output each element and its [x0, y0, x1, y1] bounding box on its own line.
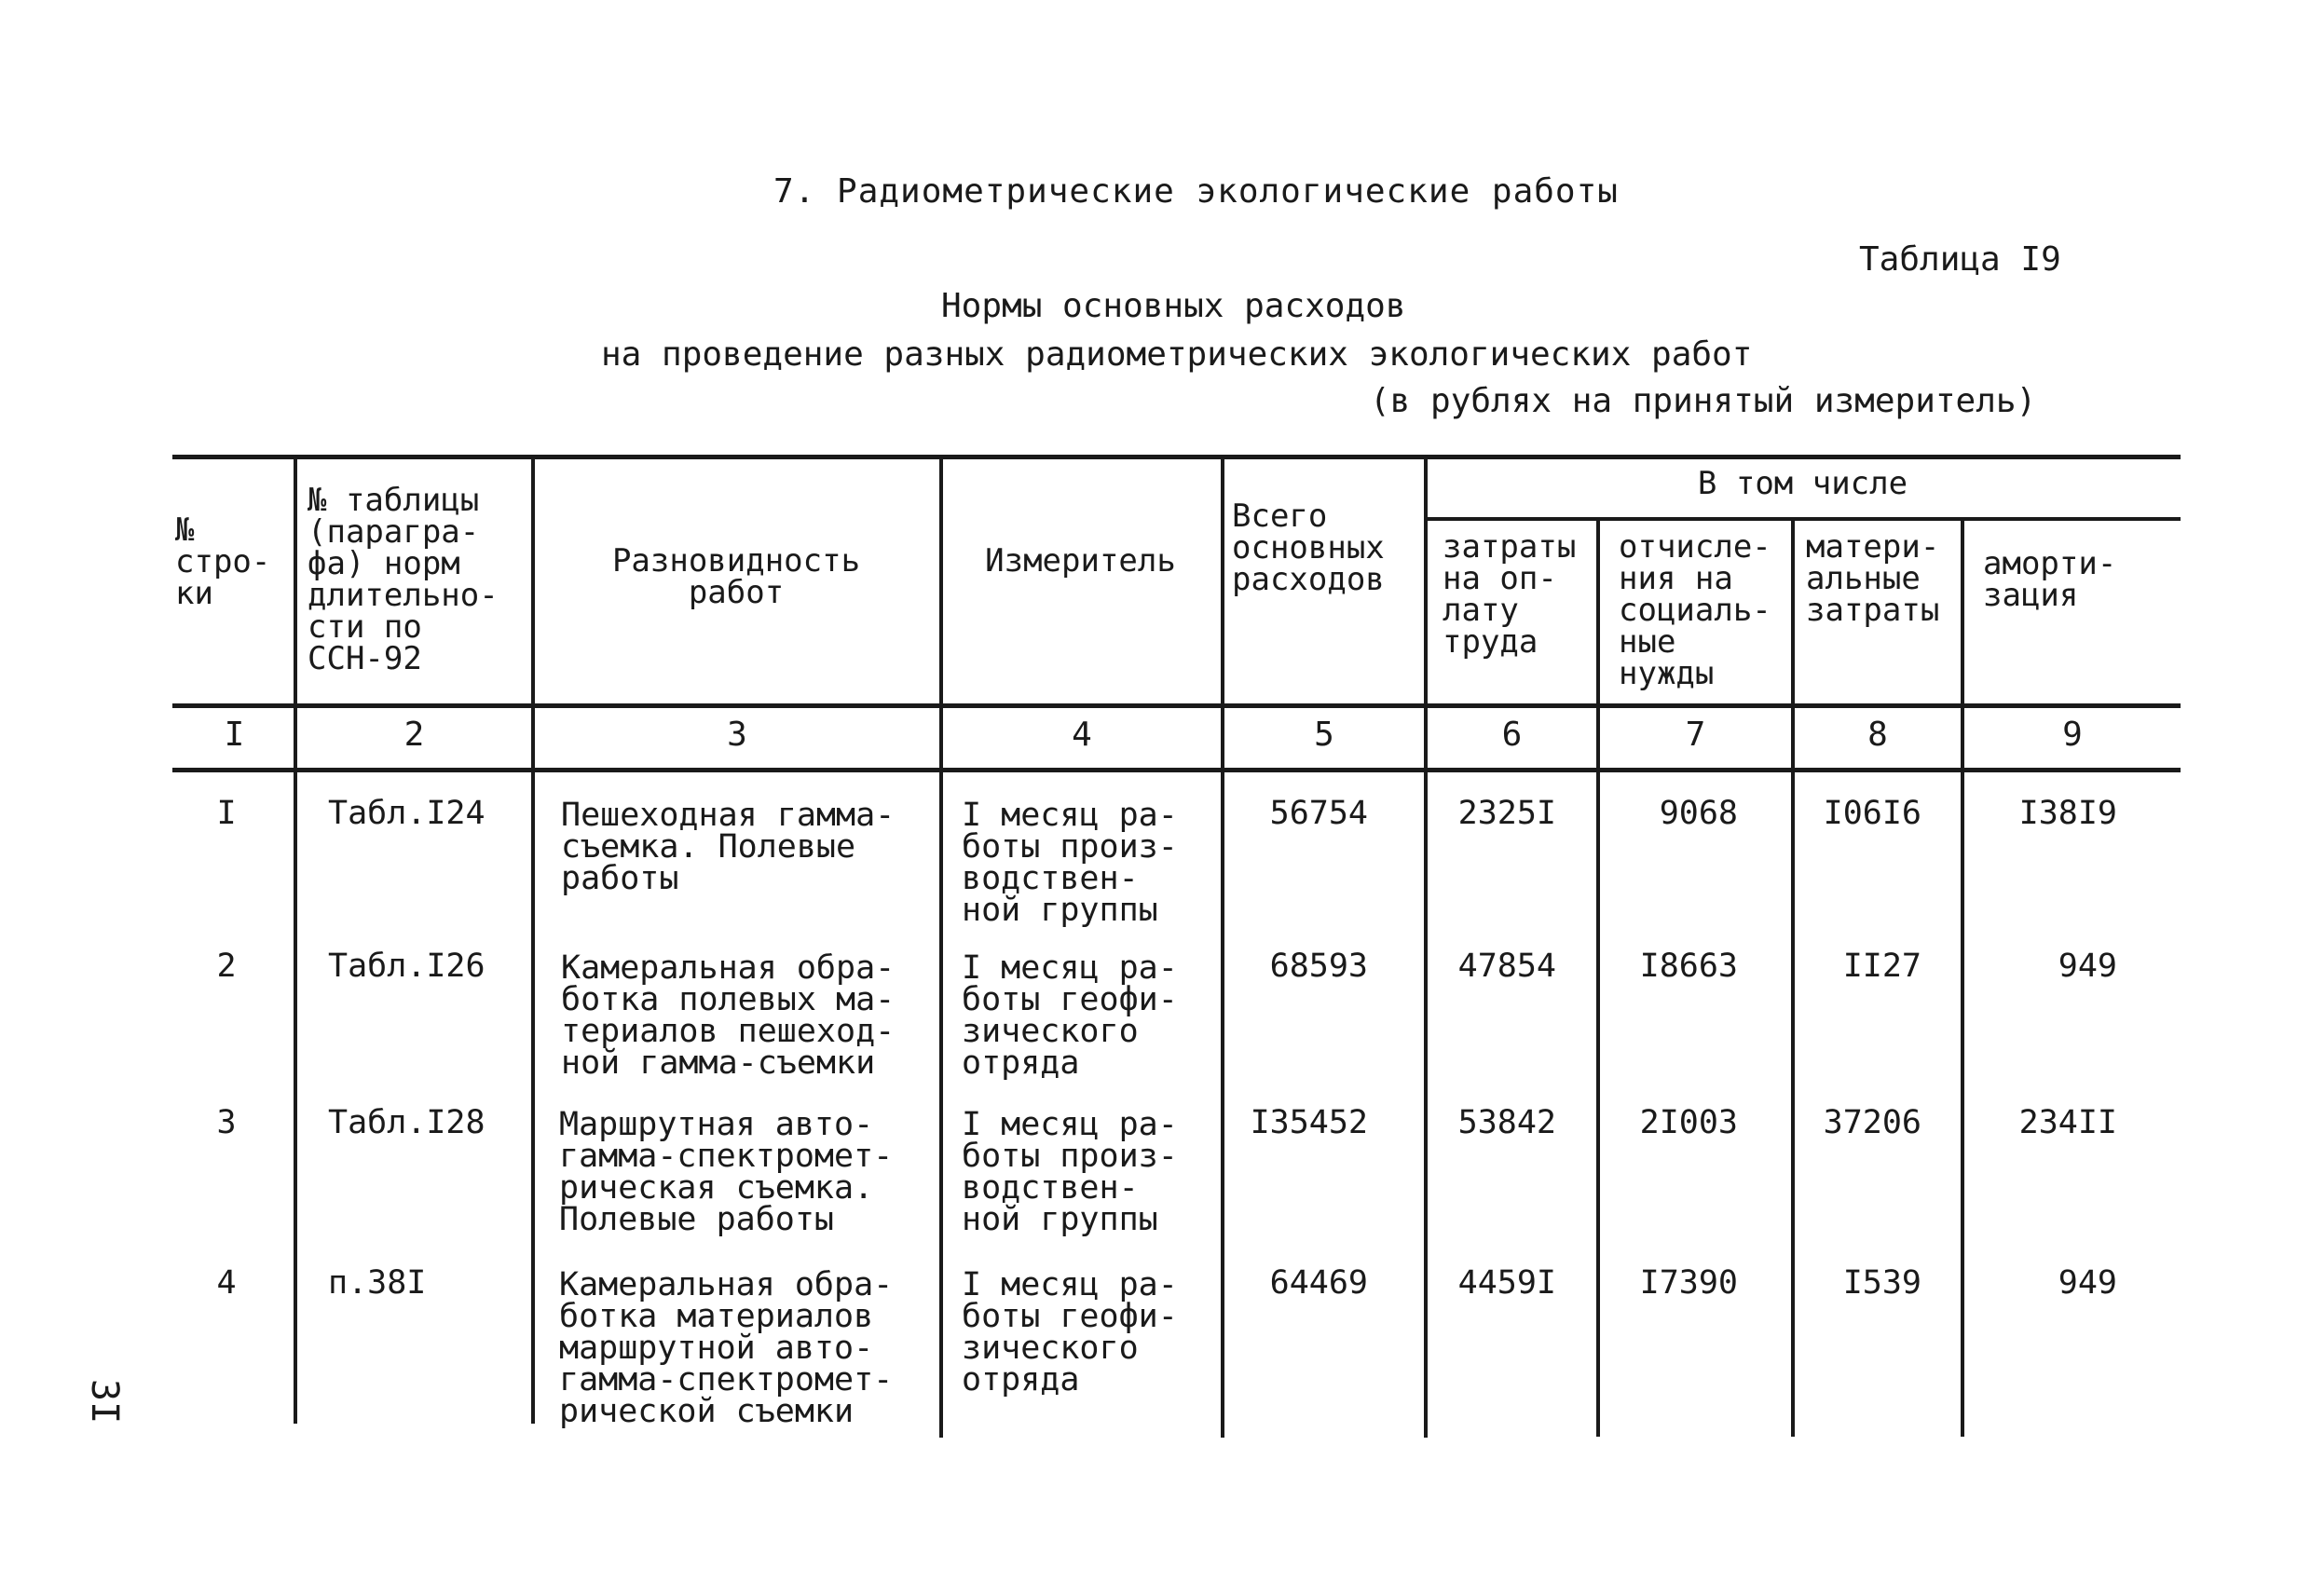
- page-number: 3I: [83, 1379, 126, 1425]
- table-units-note: (в рублях на принятый измеритель): [1370, 382, 2037, 420]
- column-number: 3: [727, 716, 747, 754]
- total-expenses: 56754: [1269, 795, 1368, 832]
- column-number: 4: [1072, 716, 1092, 754]
- norm-table-ref: Табл.I26: [328, 948, 485, 985]
- total-expenses: 64469: [1269, 1264, 1368, 1302]
- material-costs: I539: [1842, 1264, 1921, 1302]
- header-including: В том числе: [1697, 465, 1908, 502]
- norm-table-ref: п.38I: [328, 1264, 427, 1302]
- column-number: 9: [2062, 716, 2083, 754]
- col-divider-5: [1424, 455, 1428, 1438]
- rule-header-bottom: [172, 703, 2181, 708]
- amortization: 234II: [2018, 1104, 2117, 1141]
- rule-group: [1426, 517, 2181, 521]
- row-number: 4: [216, 1264, 237, 1302]
- social-contributions: I8663: [1639, 948, 1738, 985]
- work-type: Маршрутная авто- гамма-спектромет- рическая съемка. Полевые работы: [559, 1106, 894, 1238]
- material-costs: II27: [1842, 948, 1921, 985]
- col-divider-1: [294, 455, 297, 1424]
- row-number: 2: [216, 948, 237, 985]
- amortization: 949: [2058, 1264, 2117, 1302]
- header-work-type: Разновидность работ: [611, 542, 861, 611]
- section-title: 7. Радиометрические экологические работы: [773, 172, 1619, 211]
- header-row-number: № стро- ки: [175, 512, 271, 612]
- col-divider-6: [1596, 519, 1600, 1437]
- unit: I месяц ра- боты геофи- зического отряда: [962, 1266, 1178, 1398]
- labor-costs: 2325I: [1457, 795, 1556, 832]
- column-number: 5: [1314, 716, 1334, 754]
- norm-table-ref: Табл.I24: [328, 795, 485, 832]
- labor-costs: 47854: [1457, 948, 1556, 985]
- unit: I месяц ра- боты произ- водствен- ной группы: [962, 797, 1178, 929]
- norm-table-ref: Табл.I28: [328, 1104, 485, 1141]
- column-number: I: [224, 716, 245, 754]
- work-type: Камеральная обра- ботка материалов маршрутной авто- гамма-спектромет- рической съемки: [559, 1266, 894, 1430]
- header-total-expenses: Всего основных расходов: [1232, 498, 1385, 598]
- unit: I месяц ра- боты произ- водствен- ной группы: [962, 1106, 1178, 1238]
- social-contributions: 9068: [1659, 795, 1738, 832]
- col-divider-3: [939, 455, 943, 1438]
- rule-top: [172, 455, 2181, 459]
- work-type: Камеральная обра- ботка полевых ма- териалов пешеход- ной гамма-съемки: [561, 949, 896, 1082]
- row-number: I: [216, 795, 237, 832]
- header-labor-costs: затраты на оп- лату труда: [1443, 528, 1577, 661]
- total-expenses: 68593: [1269, 948, 1368, 985]
- column-number: 7: [1685, 716, 1706, 754]
- unit: I месяц ра- боты геофи- зического отряда: [962, 949, 1178, 1082]
- labor-costs: 4459I: [1457, 1264, 1556, 1302]
- column-number: 2: [403, 716, 425, 754]
- labor-costs: 53842: [1457, 1104, 1556, 1141]
- amortization: 949: [2058, 948, 2117, 985]
- column-number: 8: [1867, 716, 1888, 754]
- amortization: I38I9: [2018, 795, 2117, 832]
- col-divider-4: [1221, 455, 1224, 1438]
- rule-numbers-bottom: [172, 768, 2181, 772]
- header-material-costs: матери- альные затраты: [1806, 528, 1940, 629]
- social-contributions: 2I003: [1639, 1104, 1738, 1141]
- work-type: Пешеходная гамма- съемка. Полевые работы: [561, 797, 896, 897]
- col-divider-2: [531, 455, 535, 1424]
- table-caption-line-1: Нормы основных расходов: [941, 287, 1406, 325]
- material-costs: I06I6: [1823, 795, 1921, 832]
- col-divider-8: [1961, 519, 1964, 1437]
- table-caption-line-2: на проведение разных радиометрических экологических работ: [601, 335, 1753, 374]
- header-amortization: аморти- зация: [1983, 545, 2117, 614]
- header-norm-table-ref: № таблицы (парагра- фа) норм длительно- сти по ССН-92: [308, 482, 499, 677]
- header-social-contributions: отчисле- ния на социаль- ные нужды: [1619, 528, 1771, 692]
- column-number: 6: [1501, 716, 1523, 754]
- table-number: Таблица I9: [1859, 240, 2061, 279]
- row-number: 3: [216, 1104, 237, 1141]
- col-divider-7: [1791, 519, 1795, 1437]
- header-unit: Измеритель: [985, 542, 1176, 580]
- total-expenses: I35452: [1250, 1104, 1368, 1141]
- social-contributions: I7390: [1639, 1264, 1738, 1302]
- material-costs: 37206: [1823, 1104, 1921, 1141]
